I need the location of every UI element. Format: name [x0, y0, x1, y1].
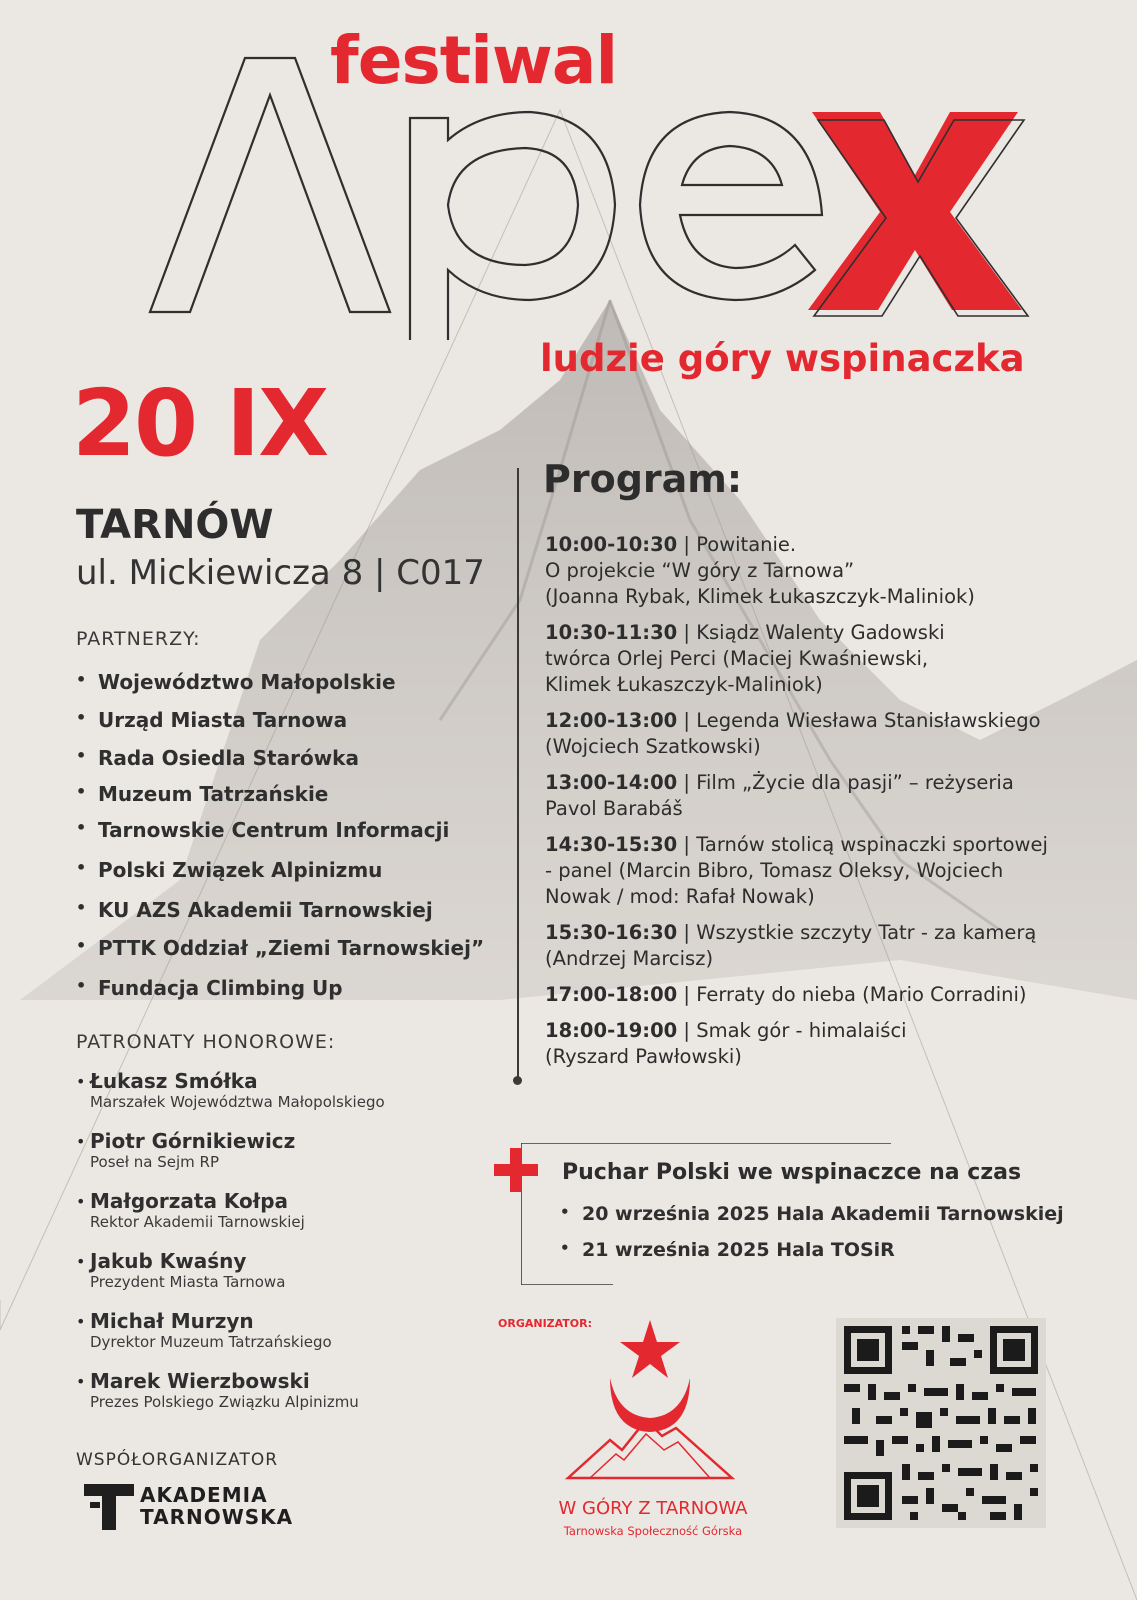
list-item: • Urząd Miasta Tarnowa	[76, 710, 506, 748]
list-item	[76, 1190, 506, 1250]
program-time: 15:30-16:30	[545, 921, 678, 944]
list-item: • Rada Osiedla Starówka	[76, 748, 506, 784]
program-item	[545, 832, 1065, 910]
partners-list	[76, 672, 506, 1016]
organizer-name: W GÓRY Z TARNOWA	[558, 1498, 748, 1519]
patrons-heading: PATRONATY HONOROWE:	[76, 1031, 336, 1053]
festival-word: festiwal	[330, 22, 618, 99]
program-text: | Legenda Wiesława Stanisławskiego (Wojciech Szatkowski)	[545, 709, 1041, 758]
list-item: • 21 września 2025 Hala TOSiR	[560, 1241, 1064, 1277]
program-item	[545, 708, 1065, 760]
cup-title: Puchar Polski we wspinaczce na czas	[562, 1160, 1022, 1185]
program-heading: Program:	[543, 457, 743, 501]
patron-role: Poseł na Sejm RP	[90, 1153, 219, 1171]
list-item: • Tarnowskie Centrum Informacji	[76, 820, 506, 860]
program-text: | Ksiądz Walenty Gadowski twórca Orlej Perci (Maciej Kwaśniewski, Klimek Łukaszczyk-Maliniok)	[545, 621, 945, 696]
list-item	[76, 1310, 506, 1370]
program-item	[545, 1018, 1065, 1070]
program-text: | Wszystkie szczyty Tatr - za kamerą (Andrzej Marcisz)	[545, 921, 1037, 970]
list-item: • Muzeum Tatrzańskie	[76, 784, 506, 820]
organizer-label: ORGANIZATOR:	[498, 1317, 593, 1330]
akademia-line1: AKADEMIA	[140, 1483, 268, 1507]
tagline: ludzie góry wspinaczka	[540, 337, 1025, 380]
list-item: • Województwo Małopolskie	[76, 672, 506, 710]
event-city: TARNÓW	[76, 502, 274, 548]
patron-role: Prezydent Miasta Tarnowa	[90, 1273, 286, 1291]
program-text: | Tarnów stolicą wspinaczki sportowej - panel (Marcin Bibro, Tomasz Oleksy, Wojciech Nowak / mod: Rafał Nowak)	[545, 833, 1048, 908]
program-text: | Film „Życie dla pasji” – reżyseria Pavol Barabáš	[545, 771, 1014, 820]
program-time: 10:30-11:30	[545, 621, 678, 644]
cup-list	[560, 1205, 1064, 1277]
program-text: | Powitanie. O projekcie “W góry z Tarnowa” (Joanna Rybak, Klimek Łukaszczyk-Maliniok)	[545, 533, 975, 608]
partners-heading: PARTNERZY:	[76, 628, 201, 650]
patron-name: • Łukasz Smółka	[90, 1069, 258, 1093]
program-time: 13:00-14:00	[545, 771, 678, 794]
program-time: 10:00-10:30	[545, 533, 678, 556]
list-item: • 20 września 2025 Hala Akademii Tarnowskiej	[560, 1205, 1064, 1241]
list-item: • Fundacja Climbing Up	[76, 978, 506, 1016]
program-divider-dot	[513, 1076, 522, 1085]
akademia-logo-icon	[84, 1484, 134, 1530]
program-time: 12:00-13:00	[545, 709, 678, 732]
list-item	[76, 1250, 506, 1310]
program-item	[545, 982, 1065, 1008]
patron-role: Rektor Akademii Tarnowskiej	[90, 1213, 305, 1231]
organizer-subtitle: Tarnowska Społeczność Górska	[563, 1524, 743, 1538]
program-item	[545, 920, 1065, 972]
program-divider	[517, 468, 519, 1080]
program-time: 17:00-18:00	[545, 983, 678, 1006]
coorganizer-label: WSPÓŁORGANIZATOR	[76, 1450, 279, 1470]
event-address: ul. Mickiewicza 8 | C017	[76, 553, 485, 593]
patron-name: • Marek Wierzbowski	[90, 1369, 310, 1393]
list-item: • Polski Związek Alpinizmu	[76, 860, 506, 900]
patron-name: • Małgorzata Kołpa	[90, 1189, 289, 1213]
list-item	[76, 1130, 506, 1190]
patron-role: Prezes Polskiego Związku Alpinizmu	[90, 1393, 359, 1411]
list-item	[76, 1370, 506, 1430]
akademia-line2: TARNOWSKA	[140, 1505, 294, 1529]
program-time: 14:30-15:30	[545, 833, 678, 856]
event-date: 20 IX	[72, 370, 328, 477]
program-text: | Ferraty do nieba (Mario Corradini)	[677, 983, 1027, 1006]
patrons-list	[76, 1070, 506, 1430]
qr-code[interactable]	[836, 1318, 1046, 1528]
plus-cross-icon	[494, 1148, 538, 1192]
program-item	[545, 770, 1065, 822]
patron-role: Marszałek Województwa Małopolskiego	[90, 1093, 385, 1111]
list-item: • KU AZS Akademii Tarnowskiej	[76, 900, 506, 938]
program-time: 18:00-19:00	[545, 1019, 678, 1042]
patron-name: • Michał Murzyn	[90, 1309, 254, 1333]
list-item: • PTTK Oddział „Ziemi Tarnowskiej”	[76, 938, 506, 978]
program-item	[545, 620, 1065, 698]
patron-name: • Piotr Górnikiewicz	[90, 1129, 296, 1153]
patron-name: • Jakub Kwaśny	[90, 1249, 247, 1273]
organizer-logo	[560, 1320, 740, 1490]
patron-role: Dyrektor Muzeum Tatrzańskiego	[90, 1333, 332, 1351]
list-item	[76, 1070, 506, 1130]
program-item	[545, 532, 1065, 610]
akademia-logo-text	[140, 1484, 293, 1528]
program-list	[545, 532, 1065, 1080]
program-text: | Smak gór - himalaiści (Ryszard Pawłowski)	[545, 1019, 907, 1068]
